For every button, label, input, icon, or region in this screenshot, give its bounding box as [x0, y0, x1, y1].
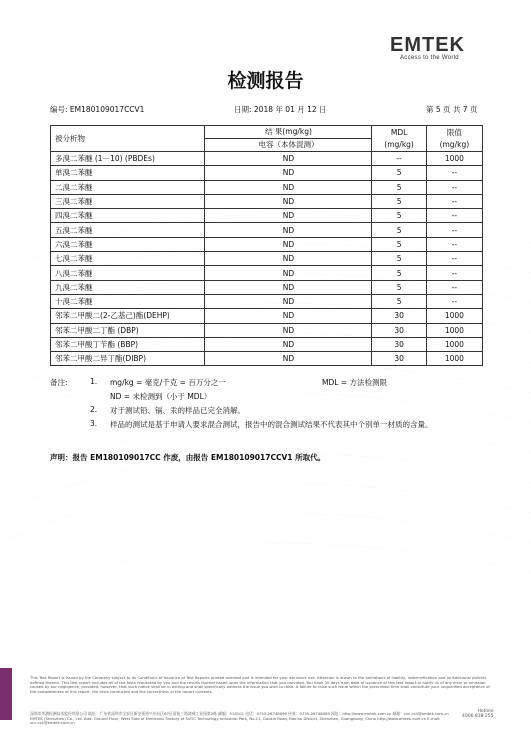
mdl-cell: 5: [372, 223, 426, 237]
logo-text: EMTEK: [390, 34, 465, 56]
analyte-cell: 六溴二苯醚: [51, 237, 205, 251]
analyte-cell: 十溴二苯醚: [51, 294, 205, 308]
note-3-number: 3.: [90, 419, 98, 428]
note-1-text: mg/kg = 毫克/千克 = 百万分之一: [110, 378, 226, 387]
result-cell: ND: [205, 152, 372, 166]
limit-header-line2: (mg/kg): [439, 139, 470, 149]
limit-cell: --: [426, 252, 482, 266]
page-number: 第 5 页 共 7 页: [426, 105, 478, 114]
table-row: [51, 323, 483, 337]
limit-header: [426, 126, 482, 152]
analyte-cell: 邻苯二甲酸二丁酯 (DBP): [51, 323, 205, 337]
mdl-header-line1: MDL: [390, 127, 408, 137]
mdl-cell: 5: [372, 194, 426, 208]
table-row: [51, 152, 483, 166]
mdl-cell: 5: [372, 180, 426, 194]
declaration-statement: 声明：报告 EM180109017CC 作废，由报告 EM180109017CCV1 所取代。: [50, 453, 326, 462]
limit-cell: 1000: [426, 152, 482, 166]
note-3-text: 样品的测试是基于申请人要求混合测试，报告中的混合测试结果不代表其中个别单一材质的含量。: [110, 420, 433, 429]
table-row: [51, 352, 483, 366]
table-row: [51, 280, 483, 294]
mdl-cell: 5: [372, 294, 426, 308]
note-2-number: 2.: [90, 405, 98, 414]
mdl-header-line2: (mg/kg): [384, 139, 414, 149]
analyte-cell: 邻苯二甲酸二异丁酯(DIBP): [51, 352, 205, 366]
hotline-number: 4006 838 255: [462, 714, 494, 719]
analyte-cell: 八溴二苯醚: [51, 266, 205, 280]
mdl-cell: 5: [372, 209, 426, 223]
limit-cell: 1000: [426, 352, 482, 366]
result-cell: ND: [205, 237, 372, 251]
mdl-cell: 30: [372, 337, 426, 351]
footer-address: [30, 712, 450, 726]
limit-cell: --: [426, 223, 482, 237]
limit-cell: --: [426, 180, 482, 194]
footer-address-cn: 深圳市华测检测技术股份有限公司 地址：广东省深圳市宝安区新安街道兴东社区67区留仙三路鸿威工业园第2栋 邮编：518101 电话：0755-26748099 传真：0755-26748089 网址：http://www.emtek.com.cn 邮箱：ccc.cs4@emtek.com.cn: [30, 711, 449, 716]
analyte-cell: 四溴二苯醚: [51, 209, 205, 223]
limit-cell: --: [426, 266, 482, 280]
mdl-cell: 30: [372, 309, 426, 323]
footer-accent-bar: [0, 668, 12, 720]
mdl-cell: 5: [372, 166, 426, 180]
result-cell: ND: [205, 223, 372, 237]
mdl-cell: 30: [372, 323, 426, 337]
report-title: 检测报告: [227, 70, 304, 92]
result-cell: ND: [205, 294, 372, 308]
mdl-header: [372, 126, 426, 152]
limit-cell: --: [426, 237, 482, 251]
limit-cell: --: [426, 209, 482, 223]
limit-cell: --: [426, 194, 482, 208]
footer-hotline: [462, 709, 494, 719]
analyte-cell: 七溴二苯醚: [51, 252, 205, 266]
table-row: [51, 294, 483, 308]
mdl-cell: --: [372, 152, 426, 166]
result-cell: ND: [205, 252, 372, 266]
report-number: 编号: EM180109017CCV1: [50, 105, 145, 114]
note-1-mdl: MDL = 方法检测限: [322, 378, 387, 387]
analyte-header: 被分析物: [51, 126, 205, 152]
mdl-cell: 5: [372, 266, 426, 280]
table-row: [51, 223, 483, 237]
mdl-cell: 5: [372, 237, 426, 251]
sample-header: 电容（本体混测）: [205, 139, 372, 152]
limit-header-line1: 限值: [446, 127, 462, 137]
result-cell: ND: [205, 352, 372, 366]
table-row: [51, 166, 483, 180]
analyte-cell: 邻苯二甲酸二(2-乙基己)酯(DEHP): [51, 309, 205, 323]
result-cell: ND: [205, 337, 372, 351]
results-table: [50, 125, 483, 366]
table-header-row: [51, 126, 483, 139]
table-row: [51, 266, 483, 280]
hotline-label: Hotline: [477, 709, 494, 714]
result-header: 结 果(mg/kg): [205, 126, 372, 139]
table-row: [51, 337, 483, 351]
mdl-cell: 5: [372, 252, 426, 266]
result-cell: ND: [205, 166, 372, 180]
analyte-cell: 五溴二苯醚: [51, 223, 205, 237]
limit-cell: --: [426, 280, 482, 294]
result-cell: ND: [205, 266, 372, 280]
note-1-number: 1.: [90, 377, 98, 386]
result-cell: ND: [205, 280, 372, 294]
mdl-cell: 5: [372, 280, 426, 294]
analyte-cell: 多溴二苯醚 (1－10) (PBDEs): [51, 152, 205, 166]
limit-cell: --: [426, 294, 482, 308]
limit-cell: 1000: [426, 309, 482, 323]
result-cell: ND: [205, 323, 372, 337]
report-date: 日期: 2018 年 01 月 12 日: [234, 105, 327, 114]
mdl-cell: 30: [372, 352, 426, 366]
table-row: [51, 309, 483, 323]
result-cell: ND: [205, 180, 372, 194]
analyte-cell: 九溴二苯醚: [51, 280, 205, 294]
limit-cell: 1000: [426, 337, 482, 351]
limit-cell: --: [426, 166, 482, 180]
limit-cell: 1000: [426, 323, 482, 337]
table-row: [51, 180, 483, 194]
footer-disclaimer: This Test Report is issued by the Company subject to its Conditions of Issuance of Test Reports printed overleaf and is intended for your exclusive use. Attention is drawn to the limitations of liability, indemnification and jurisdictional policies defined therein. This test report includes all of the tests requested by you and the results thereof based upon the information that you provided. You have 30 days from date of issuance of this test report to notify us of any error or omission caused by our negligence, provided, however, that such notice shall be in writing and shall specifically address the issue you wish to raise. A failure to raise such issue within the prescribed time shall constitute your unqualified acceptance of the completeness of this report, the tests conducted and the correctness of the report contents.: [30, 675, 490, 694]
analyte-cell: 三溴二苯醚: [51, 194, 205, 208]
table-row: [51, 209, 483, 223]
analyte-cell: 二溴二苯醚: [51, 180, 205, 194]
result-cell: ND: [205, 309, 372, 323]
table-row: [51, 194, 483, 208]
table-row: [51, 252, 483, 266]
note-2-text: 对于测试铅、镉、汞的样品已完全消解。: [110, 406, 245, 415]
result-cell: ND: [205, 194, 372, 208]
analyte-cell: 单溴二苯醚: [51, 166, 205, 180]
analyte-cell: 邻苯二甲酸丁苄酯 (BBP): [51, 337, 205, 351]
table-row: [51, 237, 483, 251]
logo-tagline: Access to the World: [400, 55, 459, 61]
notes-label: 备注:: [50, 378, 68, 387]
footer-address-en: EMTEK (Shenzhen) Co., Ltd. Add: Ground Floor, West Side of Electronic Factory of SVOC Technology Industrial Park, No.11, Gaoxin Road, Bao'an District, Shenzhen, Guangdong, China http://www.emtek.com.cn E-mail: scc.cs4@emtek.com.cn: [30, 715, 441, 726]
result-cell: ND: [205, 209, 372, 223]
company-logo: [390, 34, 490, 61]
note-1-nd: ND = 未检测到（小于 MDL）: [110, 392, 212, 401]
